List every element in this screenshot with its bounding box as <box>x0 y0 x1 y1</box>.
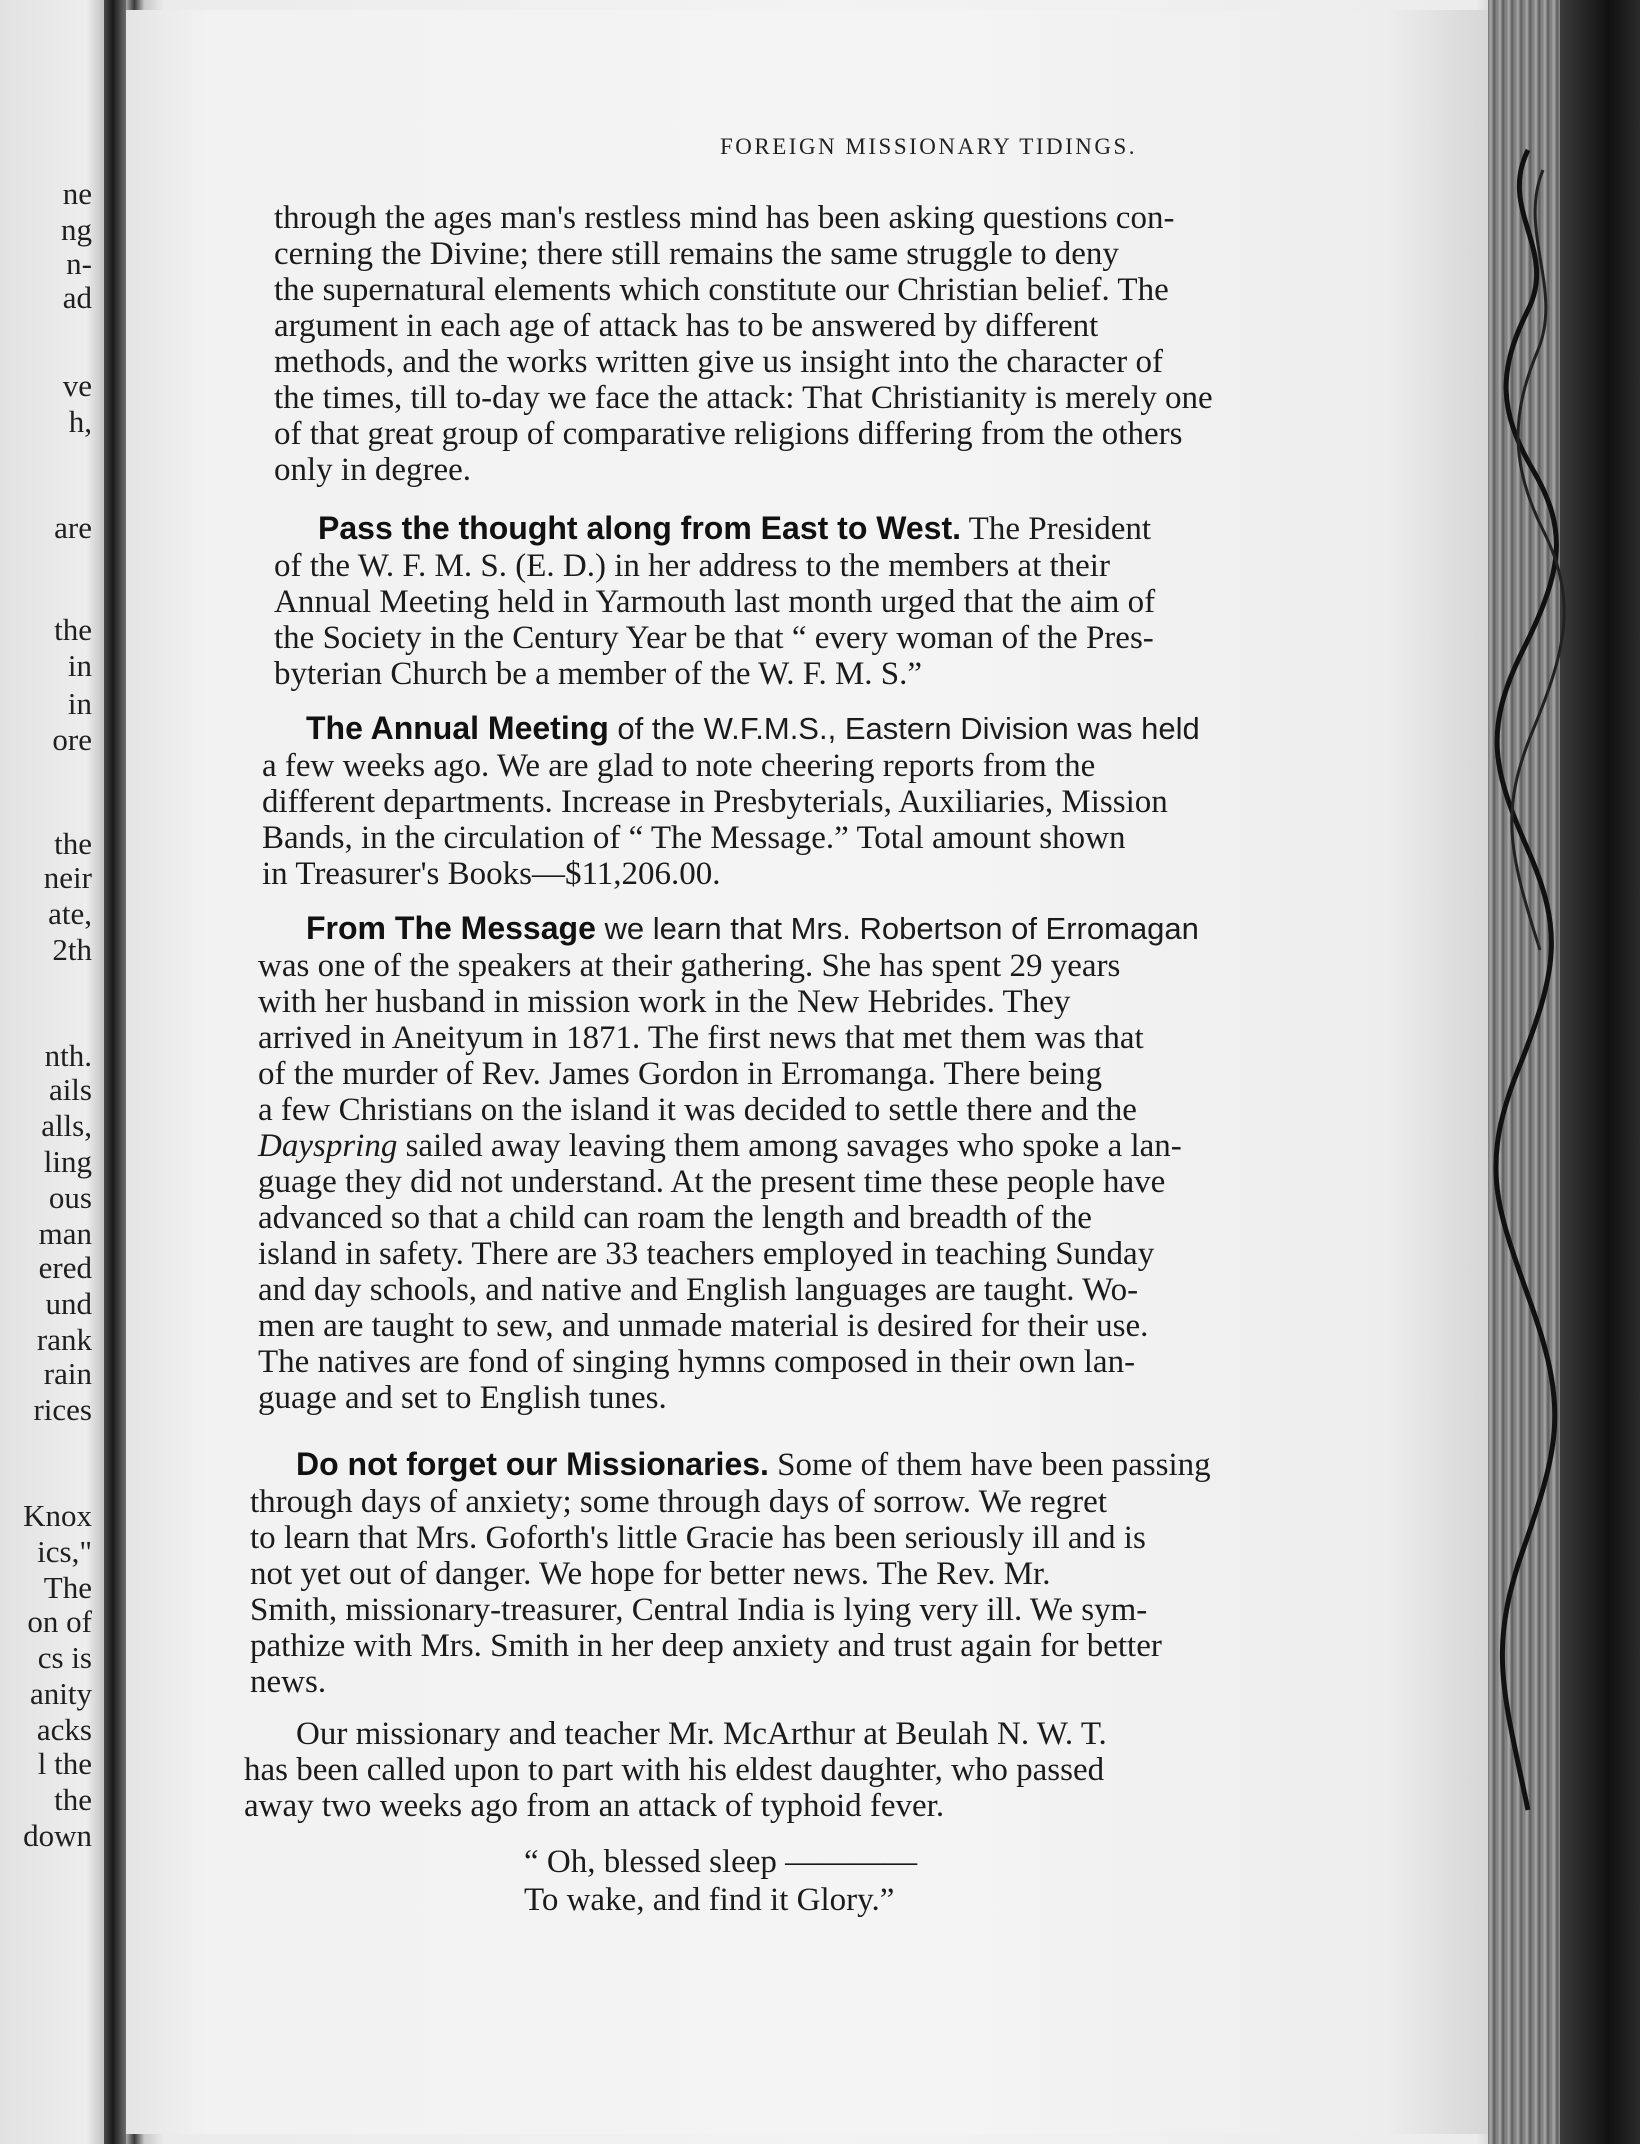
paragraph-line: was one of the speakers at their gathering. She has spent 29 years <box>258 948 1121 984</box>
paragraph-line: away two weeks ago from an attack of typhoid fever. <box>244 1788 945 1824</box>
right-page <box>126 10 1496 2134</box>
left-page-fragment: neir <box>43 860 92 895</box>
paragraph-line: of the W. F. M. S. (E. D.) in her address to the members at their <box>274 548 1110 584</box>
paragraph-text: The President <box>961 511 1152 547</box>
marbled-edge-ornament <box>1488 130 1568 1830</box>
paragraph-line: a few Christians on the island it was decided to settle there and the <box>258 1092 1137 1128</box>
paragraph-line: to learn that Mrs. Goforth's little Gracie has been seriously ill and is <box>250 1520 1146 1556</box>
left-page-fragment: und <box>45 1286 92 1321</box>
left-page-fragment: man <box>38 1216 92 1251</box>
left-page-fragment: in <box>67 686 92 721</box>
left-page-fragment: the <box>54 1782 92 1817</box>
paragraph-line: different departments. Increase in Presbyterials, Auxiliaries, Mission <box>262 784 1168 820</box>
section-heading: Pass the thought along from East to West. <box>318 510 962 546</box>
paragraph-text: Some of them have been passing <box>768 1447 1211 1483</box>
left-page-fragment: ve <box>62 368 92 403</box>
left-page-fragment: n- <box>66 246 92 281</box>
paragraph-line: island in safety. There are 33 teachers employed in teaching Sunday <box>258 1236 1155 1272</box>
intro-line: of that great group of comparative religions differing from the others <box>274 416 1183 452</box>
paragraph-line: Smith, missionary-treasurer, Central India is lying very ill. We sym- <box>250 1592 1148 1628</box>
left-page-fragment: ling <box>43 1144 92 1179</box>
paragraph-line: and day schools, and native and English languages are taught. Wo- <box>258 1272 1139 1308</box>
paragraph-line: Annual Meeting held in Yarmouth last month urged that the aim of <box>274 584 1156 620</box>
left-page-fragment: ate, <box>48 896 92 931</box>
left-page-fragment: ne <box>62 176 92 211</box>
paragraph-line: not yet out of danger. We hope for better news. The Rev. Mr. <box>250 1556 1051 1592</box>
left-page-fragment: rain <box>43 1356 92 1391</box>
left-page-fragment: on of <box>27 1604 92 1639</box>
paragraph-line: men are taught to sew, and unmade material is desired for their use. <box>258 1308 1149 1344</box>
book-gutter <box>104 0 126 2144</box>
quote-line: “ Oh, blessed sleep ———— <box>524 1844 918 1880</box>
paragraph-line: arrived in Aneityum in 1871. The first news that met them was that <box>258 1020 1144 1056</box>
intro-line: the supernatural elements which constitute our Christian belief. The <box>274 272 1169 308</box>
paragraph-line: guage they did not understand. At the present time these people have <box>258 1164 1166 1200</box>
book-cover-edge <box>1560 0 1640 2144</box>
left-page-fragment: Knox <box>23 1498 92 1533</box>
left-page-fragment: in <box>67 648 92 683</box>
paragraph-line: of the murder of Rev. James Gordon in Erromanga. There being <box>258 1056 1102 1092</box>
paragraph-line: Bands, in the circulation of “ The Message.” Total amount shown <box>262 820 1126 856</box>
paragraph-from-the-message <box>306 910 1199 948</box>
quote-line: To wake, and find it Glory.” <box>524 1882 895 1918</box>
paragraph-line: in Treasurer's Books—$11,206.00. <box>262 856 721 892</box>
left-page-fragment: ous <box>48 1180 92 1215</box>
intro-line: methods, and the works written give us insight into the character of <box>274 344 1163 380</box>
left-page-fragment: acks <box>36 1712 92 1747</box>
paragraph-text: we learn that Mrs. Robertson of Erromagan <box>595 911 1199 946</box>
left-page-fragment: down <box>23 1818 92 1853</box>
left-page-fragment: alls, <box>41 1108 92 1143</box>
paragraph-do-not-forget <box>296 1446 1211 1484</box>
intro-line: the times, till to-day we face the attack: That Christianity is merely one <box>274 380 1213 416</box>
left-page-fragment: ics," <box>37 1534 92 1569</box>
paragraph-line: The natives are fond of singing hymns composed in their own lan- <box>258 1344 1136 1380</box>
left-page-fragment: rices <box>33 1392 92 1427</box>
left-page-fragment: ered <box>38 1250 92 1285</box>
section-heading: Do not forget our Missionaries. <box>296 1446 769 1482</box>
running-head: FOREIGN MISSIONARY TIDINGS. <box>720 134 1138 159</box>
ship-name: Dayspring <box>258 1128 398 1164</box>
paragraph-line: byterian Church be a member of the W. F. M. S.” <box>274 656 923 692</box>
intro-line: through the ages man's restless mind has been asking questions con- <box>274 200 1175 236</box>
paragraph-line: with her husband in mission work in the New Hebrides. They <box>258 984 1071 1020</box>
paragraph-pass-the-thought <box>318 510 1151 548</box>
left-page-fragment: the <box>54 826 92 861</box>
paragraph-line: through days of anxiety; some through days of sorrow. We regret <box>250 1484 1107 1520</box>
intro-line: cerning the Divine; there still remains the same struggle to deny <box>274 236 1119 272</box>
section-heading: The Annual Meeting <box>306 710 609 746</box>
left-facing-page <box>0 0 108 2144</box>
left-page-fragment: ore <box>52 722 92 757</box>
left-page-fragment: cs is <box>37 1640 92 1675</box>
paragraph-line: news. <box>250 1664 327 1700</box>
left-page-fragment: the <box>54 612 92 647</box>
left-page-fragment: ng <box>61 212 92 247</box>
left-page-fragment: rank <box>36 1322 92 1357</box>
left-page-fragment: h, <box>68 404 92 439</box>
paragraph-line: advanced so that a child can roam the length and breadth of the <box>258 1200 1092 1236</box>
left-page-fragment: ails <box>48 1072 92 1107</box>
paragraph-line: a few weeks ago. We are glad to note cheering reports from the <box>262 748 1096 784</box>
intro-line: argument in each age of attack has to be answered by different <box>274 308 1099 344</box>
paragraph-annual-meeting <box>306 710 1200 748</box>
left-page-fragment: 2th <box>52 932 92 967</box>
left-page-fragment: anity <box>30 1676 92 1711</box>
left-page-fragment: The <box>43 1570 92 1605</box>
left-page-fragment: l the <box>37 1746 92 1781</box>
paragraph-line: pathize with Mrs. Smith in her deep anxiety and trust again for better <box>250 1628 1162 1664</box>
paragraph-text: of the W.F.M.S., Eastern Division was held <box>608 711 1200 746</box>
paragraph-line: the Society in the Century Year be that “ every woman of the Pres- <box>274 620 1154 656</box>
left-page-fragment: ad <box>62 280 92 315</box>
intro-line: only in degree. <box>274 452 472 488</box>
paragraph-line: Our missionary and teacher Mr. McArthur at Beulah N. W. T. <box>296 1716 1107 1752</box>
section-heading: From The Message <box>306 910 596 946</box>
paragraph-line <box>258 1128 1182 1165</box>
left-page-fragment: are <box>54 510 92 545</box>
left-page-fragment: nth. <box>44 1038 92 1073</box>
paragraph-line: guage and set to English tunes. <box>258 1380 667 1416</box>
paragraph-line: has been called upon to part with his eldest daughter, who passed <box>244 1752 1105 1788</box>
paragraph-text: sailed away leaving them among savages who spoke a lan- <box>397 1128 1182 1164</box>
